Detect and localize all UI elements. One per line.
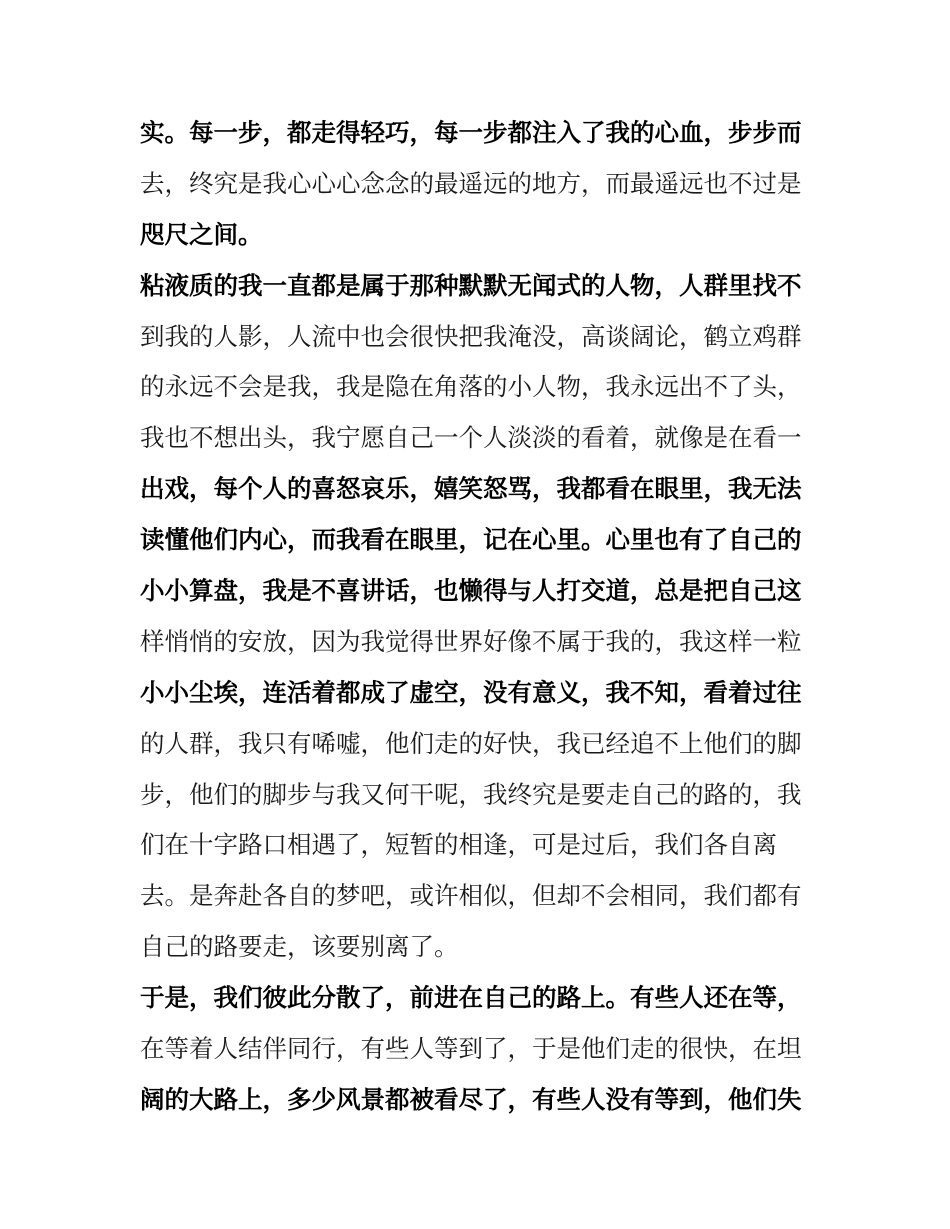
text-line: 于是，我们彼此分散了，前进在自己的路上。有些人还在等， (140, 983, 802, 1013)
text-line: 去。是奔赴各自的梦吧，或许相似，但却不会相同，我们都有 (140, 881, 802, 911)
text-line: 小小算盘，我是不喜讲话，也懒得与人打交道，总是把自己这 (140, 576, 802, 606)
text-line: 在等着人结伴同行，有些人等到了，于是他们走的很快，在坦 (140, 1034, 802, 1064)
body-text (140, 108, 830, 1126)
text-line: 步，他们的脚步与我又何干呢，我终究是要走自己的路的，我 (140, 779, 802, 809)
text-line: 的永远不会是我，我是隐在角落的小人物，我永远出不了头， (140, 372, 802, 402)
text-line: 我也不想出头，我宁愿自己一个人淡淡的看着，就像是在看一 (140, 423, 802, 453)
text-line: 到我的人影，人流中也会很快把我淹没，高谈阔论，鹤立鸡群 (140, 321, 802, 351)
text-line: 读懂他们内心，而我看在眼里，记在心里。心里也有了自己的 (140, 525, 802, 555)
text-line: 粘液质的我一直都是属于那种默默无闻式的人物，人群里找不 (140, 270, 802, 300)
text-line: 样悄悄的安放，因为我觉得世界好像不属于我的，我这样一粒 (140, 626, 802, 656)
text-line: 出戏，每个人的喜怒哀乐，嬉笑怒骂，我都看在眼里，我无法 (140, 474, 802, 504)
text-line: 阔的大路上，多少风景都被看尽了，有些人没有等到，他们失 (140, 1084, 802, 1114)
text-line: 的人群，我只有唏嘘，他们走的好快，我已经追不上他们的脚 (140, 728, 802, 758)
text-line: 去，终究是我心心心念念的最遥远的地方，而最遥远也不过是 (140, 168, 802, 198)
text-line: 自己的路要走，该要别离了。 (140, 932, 459, 962)
text-line: 们在十字路口相遇了，短暂的相逢，可是过后，我们各自离 (140, 830, 777, 860)
text-line: 实。每一步，都走得轻巧，每一步都注入了我的心血，步步而 (140, 118, 802, 147)
text-line: 咫尺之间。 (140, 219, 263, 249)
text-line: 小小尘埃，连活着都成了虚空，没有意义，我不知，看着过往 (140, 677, 802, 707)
